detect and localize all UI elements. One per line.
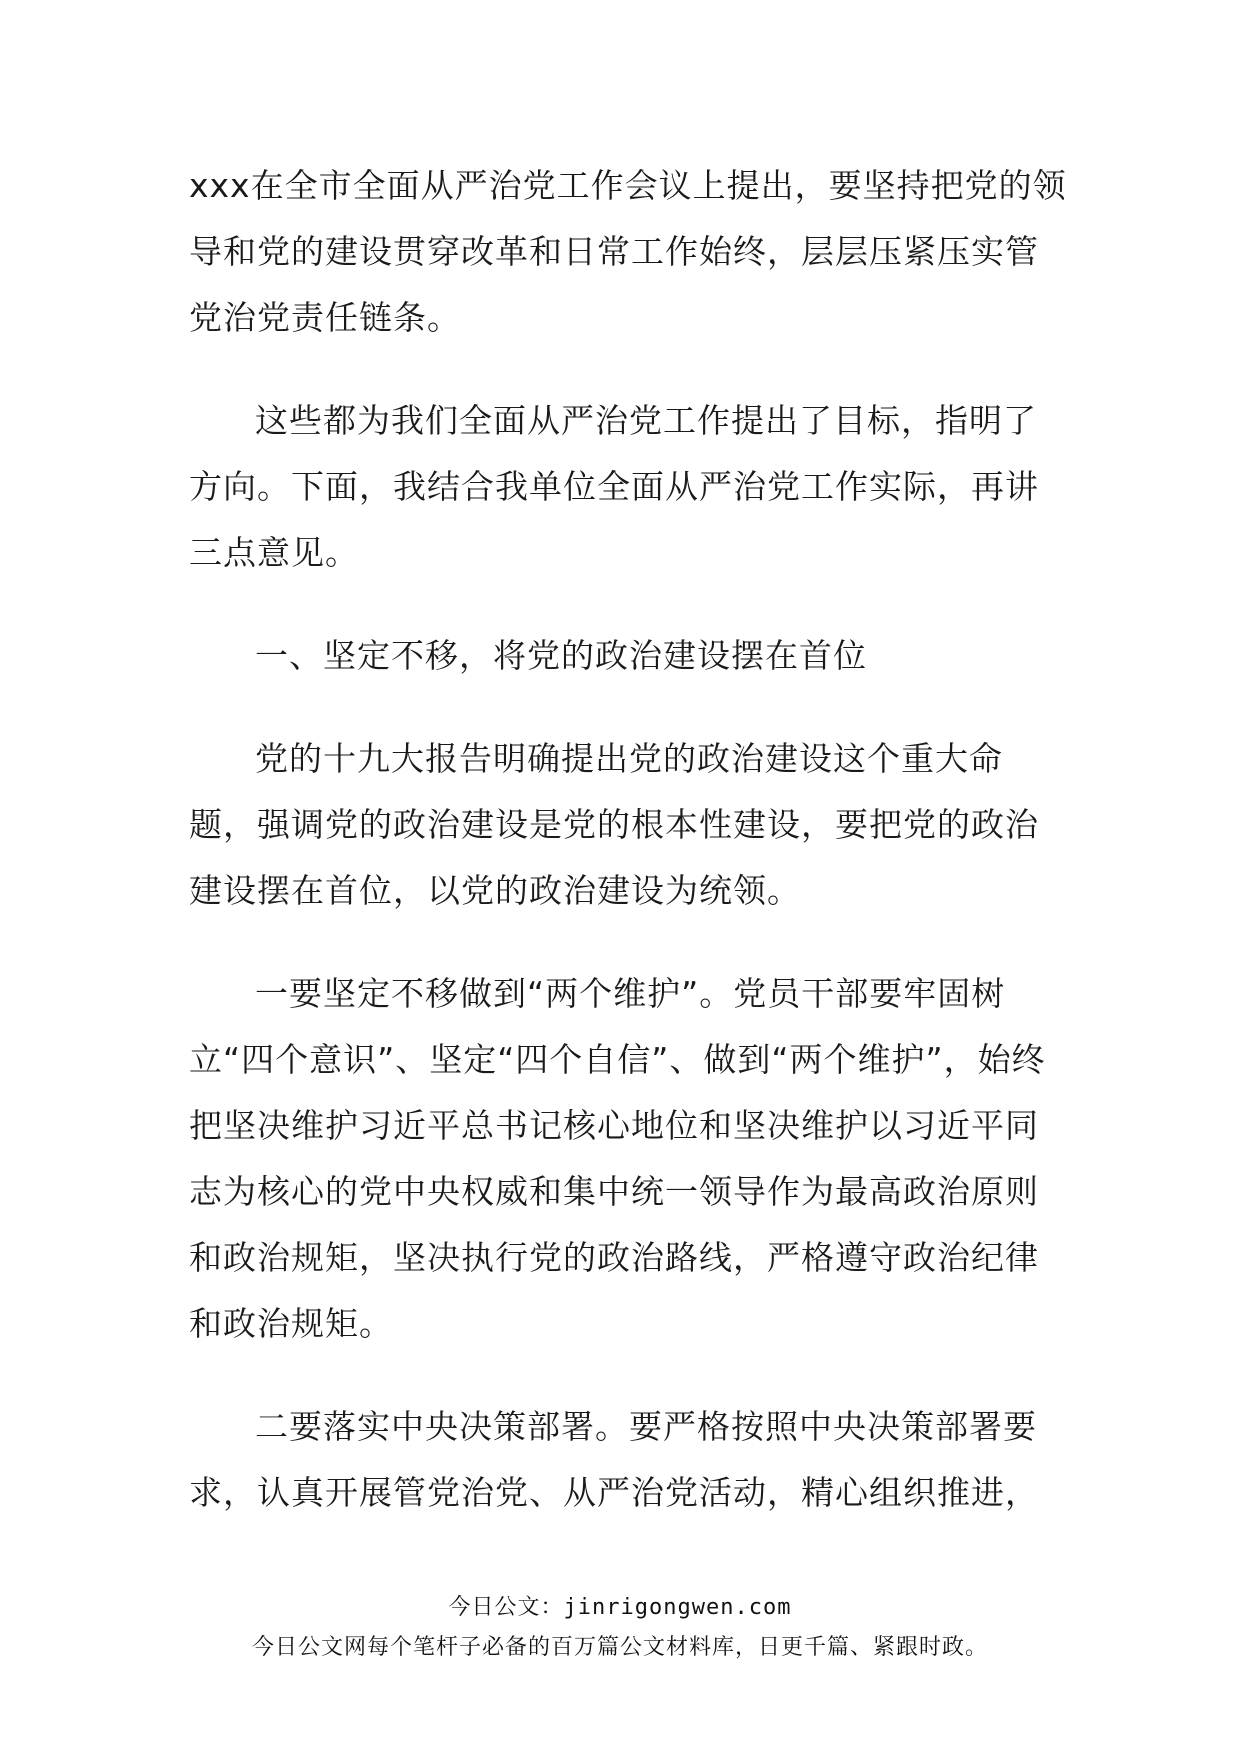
paragraph-1: xxx在全市全面从严治党工作会议上提出，要坚持把党的领导和党的建设贯穿改革和日常工作始终，层层压紧压实管党治党责任链条。 — [189, 166, 1067, 337]
footer-site-label: 今日公文： — [448, 1595, 564, 1620]
section-heading-1: 一、坚定不移，将党的政治建设摆在首位 — [255, 636, 867, 675]
footer-site-url[interactable]: jinrigongwen.com — [563, 1595, 792, 1620]
footer-tagline: 今日公文网每个笔杆子必备的百万篇公文材料库，日更千篇、紧跟时政。 — [251, 1635, 988, 1660]
document-body — [189, 153, 1069, 1563]
paragraph-5: 二要落实中央决策部署。要严格按照中央决策部署要求，认真开展管党治党、从严治党活动，精心组织推进， — [189, 1407, 1039, 1512]
paragraph-4: 一要坚定不移做到“两个维护”。党员干部要牢固树立“四个意识”、坚定“四个自信”、做到“两个维护”，始终把坚决维护习近平总书记核心地位和坚决维护以习近平同志为核心的党中央权威和集中统一领导作为最高政治原则和政治规矩，坚决执行党的政治路线，严格遵守政治纪律和政治规矩。 — [189, 974, 1046, 1343]
footer-site-line — [0, 1590, 1240, 1621]
paragraph-2: 这些都为我们全面从严治党工作提出了目标，指明了方向。下面，我结合我单位全面从严治党工作实际，再讲三点意见。 — [189, 401, 1039, 572]
paragraph-3: 党的十九大报告明确提出党的政治建设这个重大命题，强调党的政治建设是党的根本性建设，要把党的政治建设摆在首位，以党的政治建设为统领。 — [189, 739, 1039, 910]
